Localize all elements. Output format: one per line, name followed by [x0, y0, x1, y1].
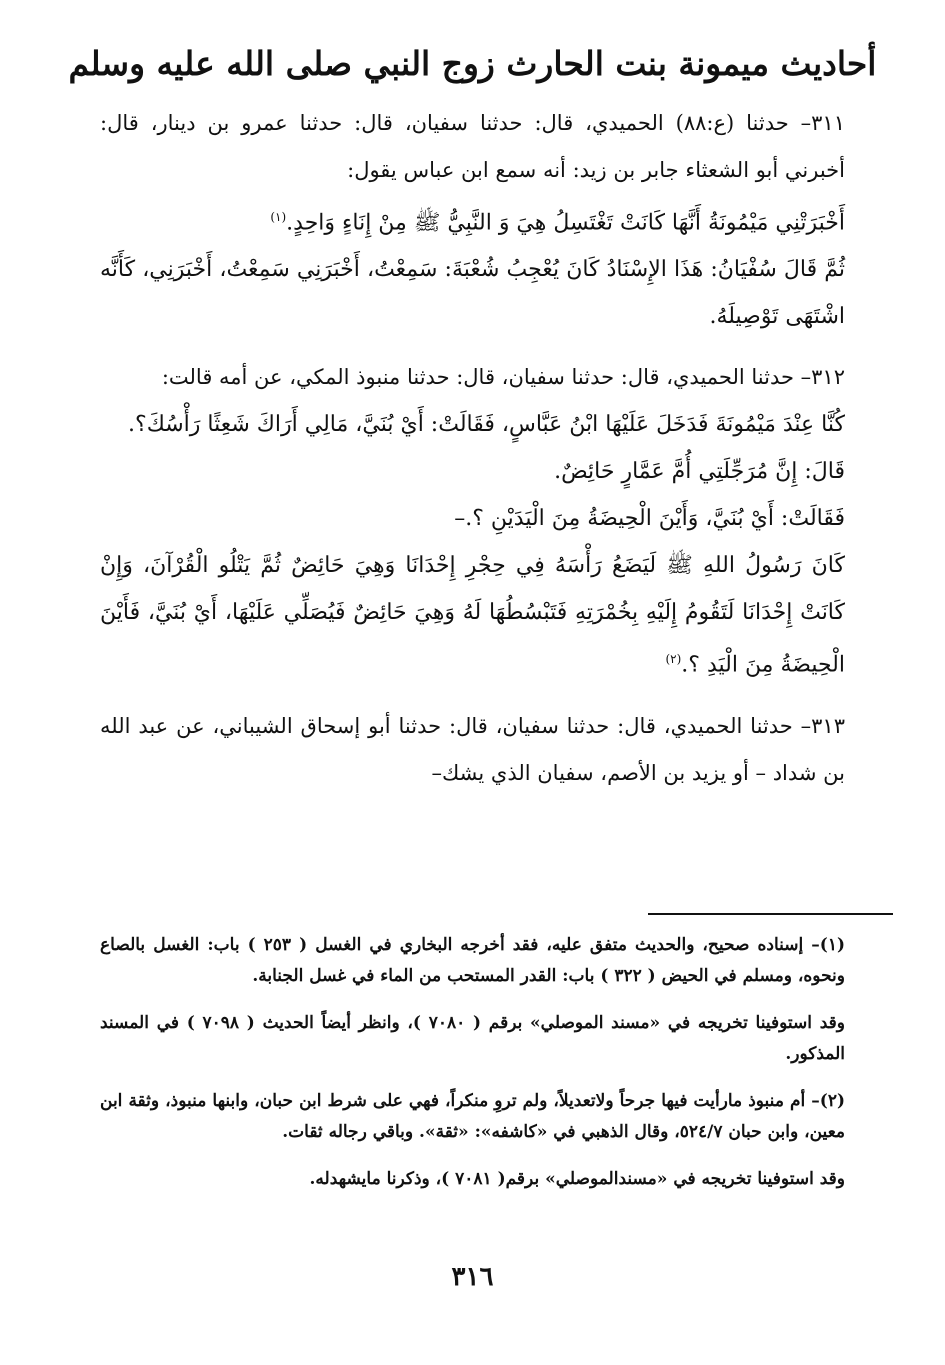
footnote-2-continued: وقد استوفينا تخريجه في «مسندالموصلي» برقم( ٧٠٨١ )، وذكرنا مايشهدله.	[309, 1169, 845, 1189]
footnote-2: (٢)– أم منبوذ مارأيت فيها جرحاً ولاتعديلاً، ولم تروِ منكراً، فهي على شرط ابن حبان، وابنها منبوذ، وثقة ابن معين، وابن حبان ٥٢٤/٧، وقال الذهبي في «كاشفه»: «ثقة». وباقي رجاله ثقات.	[100, 1091, 845, 1142]
hadith-311-isnad: ٣١١– حدثنا (ع:٨٨) الحميدي، قال: حدثنا سفيان، قال: حدثنا عمرو بن دينار، قال: أخبرني أبو الشعثاء جابر بن زيد: أنه سمع ابن عباس يقول:	[100, 111, 845, 182]
hadith-312-matn: كَانَ رَسُولُ اللهِ ﷺ لَيَضَعُ رَأْسَهُ فِي حِجْرِ إِحْدَانَا وَهِيَ حَائِضٌ ثُمَّ يَتْلُو الْقُرْآنَ، وَإِنْ كَانَتْ إِحْدَانَا لَتَقُومُ إِلَيْهِ بِخُمْرَتِهِ فَتَبْسُطُهَا لَهُ وَهِيَ حَائِضٌ فَيُصَلِّي عَلَيْهَا، أَيْ بُنَيَّ، فَأَيْنَ الْحِيضَةُ مِنَ الْيَدِ ؟.	[100, 553, 845, 678]
footnotes	[100, 930, 845, 1211]
hadith-312-isnad: ٣١٢– حدثنا الحميدي، قال: حدثنا سفيان، قال: حدثنا منبوذ المكي، عن أمه قالت:	[161, 365, 845, 390]
footnote-ref-2: (٢)	[665, 652, 682, 667]
hadith-312-p4	[100, 542, 845, 688]
hadith-313-isnad: ٣١٣– حدثنا الحميدي، قال: حدثنا سفيان، قال: حدثنا أبو إسحاق الشيباني، عن عبد الله بن شداد – أو يزيد بن الأصم، سفيان الذي يشك–	[100, 713, 845, 785]
hadith-312-p2: قَالَ: إِنَّ مُرَجِّلَتِي أُمَّ عَمَّارٍ حَائِضٌ.	[554, 459, 845, 485]
hadith-312-p1: كُنَّا عِنْدَ مَيْمُونَةَ فَدَخَلَ عَلَيْهَا ابْنُ عَبَّاسٍ، فَقَالَتْ: أَيْ بُنَيَّ، مَالِي أَرَاكَ شَعِثًا رَأْسُكَ؟.	[128, 412, 845, 438]
hadith-311-comment: ثُمَّ قَالَ سُفْيَانُ: هَذَا الإِسْنَادُ كَانَ يُعْجِبُ شُعْبَةَ: سَمِعْتُ، أَخْبَرَنِي سَمِعْتُ، أَخْبَرَنِي، كَأَنَّه اشْتَهَى تَوْصِيلَهُ.	[100, 257, 845, 330]
hadith-311-matn: أَخْبَرَتْنِي مَيْمُونَةُ أَنَّهَا كَانَتْ تَغْتَسِلُ هِيَ وَ النَّبِيُّ ﷺ مِنْ إِنَاءٍ وَاحِدٍ.	[286, 210, 845, 236]
main-text	[100, 100, 845, 797]
footnote-divider	[648, 913, 893, 915]
footnote-1-continued: وقد استوفينا تخريجه في «مسند الموصلي» برقم ( ٧٠٨٠ )، وانظر أيضاً الحديث ( ٧٠٩٨ ) في المسند المذكور.	[100, 1013, 846, 1064]
page-title: أحاديث ميمونة بنت الحارث زوج النبي صلى الله عليه وسلم	[68, 44, 877, 83]
hadith-311-text	[100, 194, 845, 246]
page-number: ٣١٦	[451, 1262, 494, 1292]
hadith-312-p3: فَقَالَتْ: أَيْ بُنَيَّ، وَأَيْنَ الْحِيضَةُ مِنَ الْيَدَيْنِ ؟.–	[454, 506, 845, 532]
footnote-1: (١)– إسناده صحيح، والحديث متفق عليه، فقد أخرجه البخاري في الغسل ( ٢٥٣ ) باب: الغسل بالصاع ونحوه، ومسلم في الحيض ( ٣٢٢ ) باب: القدر المستحب من الماء في غسل الجنابة.	[100, 935, 845, 986]
footnote-ref-1: (١)	[270, 210, 287, 224]
